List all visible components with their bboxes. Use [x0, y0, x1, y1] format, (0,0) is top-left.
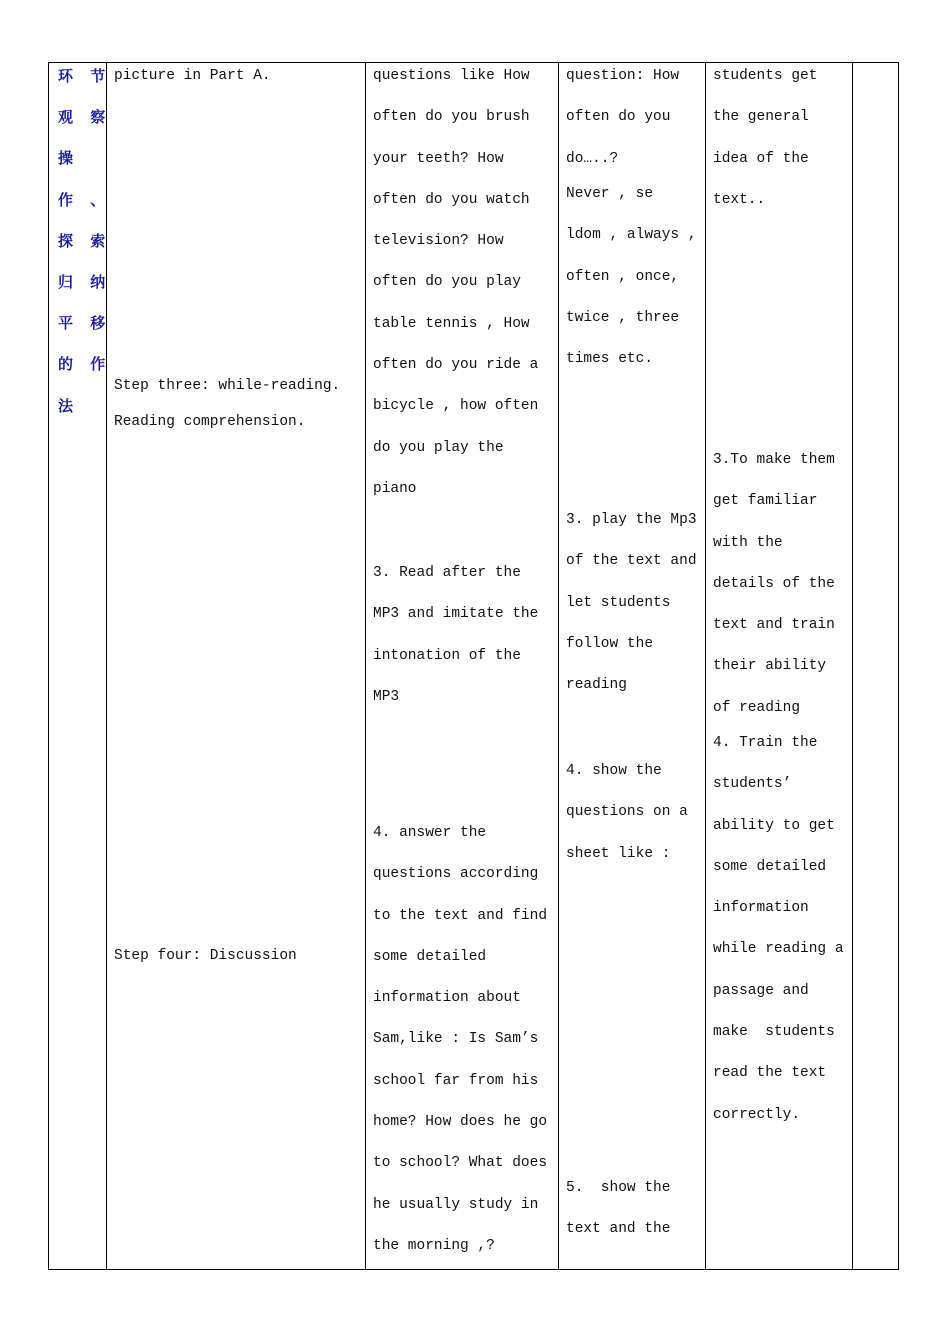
activity-block-3: 3. Read after the MP3 and imitate the intonation of the MP3	[373, 565, 539, 705]
teacher-block-4: 4. show the questions on a sheet like :	[566, 763, 688, 862]
stage-label: 环 节 观 察 操 作 、 探 索 归 纳 平 移 的 作 法	[58, 67, 112, 415]
teacher-block-5: 5. show the text and the	[566, 1180, 671, 1238]
activity-block-1: questions like How often do you brush your teeth? How often do you watch television? How often do you play table tennis , How often do you ride a bicycle , how often do you play the piano	[373, 68, 539, 497]
purpose-cell	[705, 63, 852, 1269]
step-three: Step three: while-reading. Reading comprehension.	[114, 378, 341, 430]
stage-label-cell	[49, 63, 112, 1269]
purpose-block-1: students get the general idea of the text..	[713, 68, 818, 208]
student-activity-cell	[365, 63, 558, 1269]
teacher-block-1: question: How often do you do…..?	[566, 68, 680, 167]
purpose-block-3: 3.To make them get familiar with the details of the text and train their ability of reading	[713, 452, 835, 716]
teacher-activity-cell	[558, 63, 705, 1269]
activity-block-4: 4. answer the questions according to the text and find some detailed information about Sam,like : Is Sam’s school far from his home? How does he go to school? What does he usually study in the morning ,?	[373, 825, 548, 1254]
teacher-block-1b: Never , se ldom , always , often , once, twice , three times etc.	[566, 186, 697, 368]
step-intro: picture in Part A.	[114, 68, 271, 84]
steps-cell	[106, 63, 365, 1269]
teacher-block-3: 3. play the Mp3 of the text and let students follow the reading	[566, 512, 697, 694]
purpose-block-4: 4. Train the students’ ability to get some detailed information while reading a passage and make students read the text correctly.	[713, 735, 844, 1123]
lesson-plan-table	[48, 62, 899, 1270]
empty-cell	[852, 63, 900, 1269]
step-four: Step four: Discussion	[114, 948, 297, 964]
